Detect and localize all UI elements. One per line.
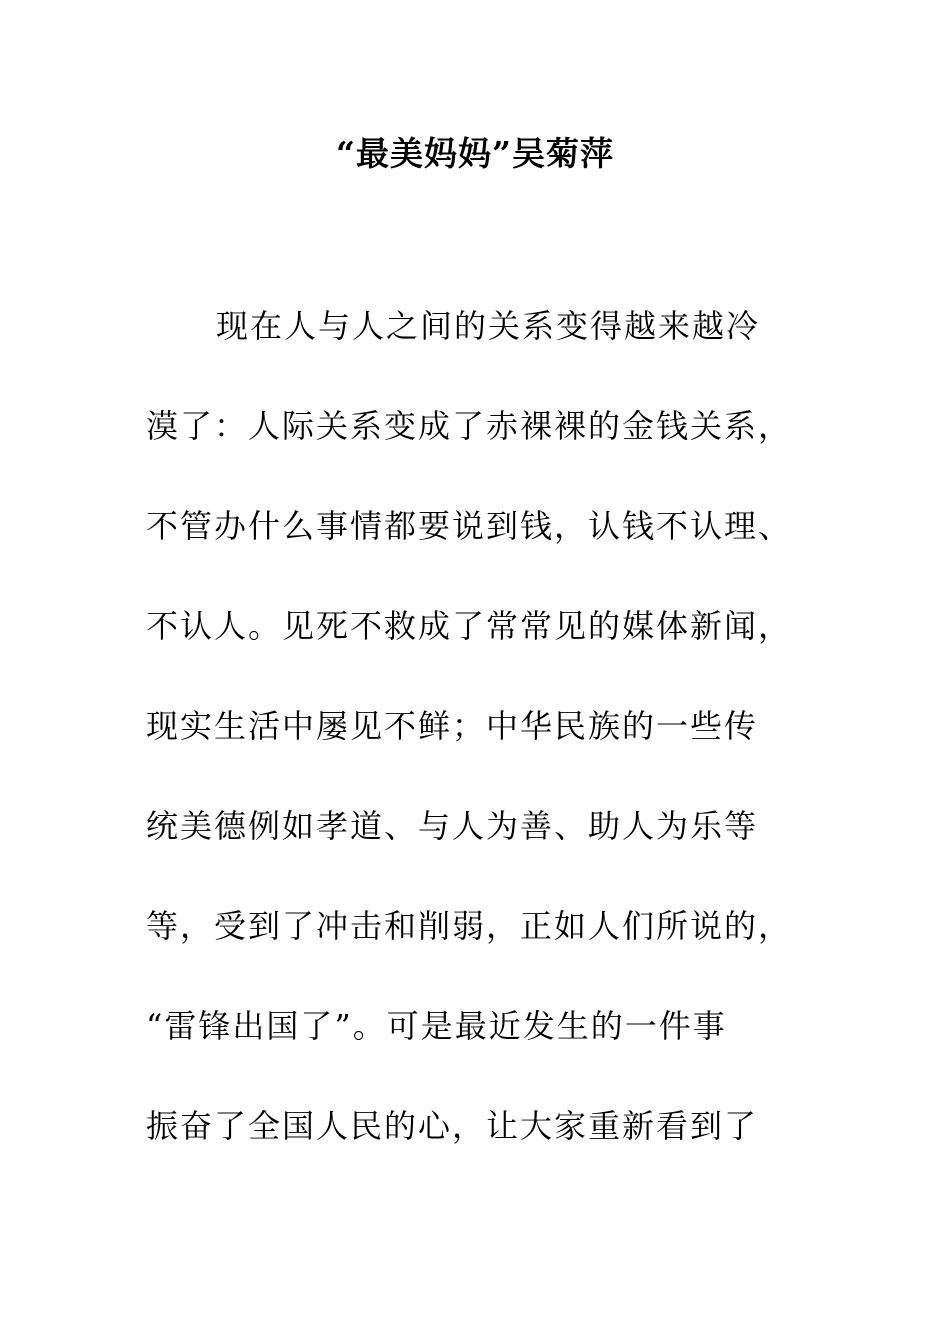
- paragraph-line: 等，受到了冲击和削弱，正如人们所说的，: [146, 907, 793, 945]
- paragraph-line: 不认人。见死不救成了常常见的媒体新闻，: [146, 607, 793, 645]
- paragraph-line: 漠了：人际关系变成了赤裸裸的金钱关系，: [146, 407, 793, 445]
- paragraph-line: 现实生活中屡见不鲜；中华民族的一些传: [146, 707, 759, 745]
- paragraph-line: “雷锋出国了”。可是最近发生的一件事: [146, 1007, 727, 1045]
- paragraph-line: 不管办什么事情都要说到钱，认钱不认理、: [146, 507, 793, 545]
- document-title: “最美妈妈”吴菊萍: [336, 134, 614, 173]
- body-paragraph: [146, 296, 806, 1196]
- paragraph-line: 现在人与人之间的关系变得越来越冷: [216, 307, 761, 345]
- paragraph-line: 统美德例如孝道、与人为善、助人为乐等: [146, 807, 759, 845]
- paragraph-line: 振奋了全国人民的心，让大家重新看到了: [146, 1107, 759, 1145]
